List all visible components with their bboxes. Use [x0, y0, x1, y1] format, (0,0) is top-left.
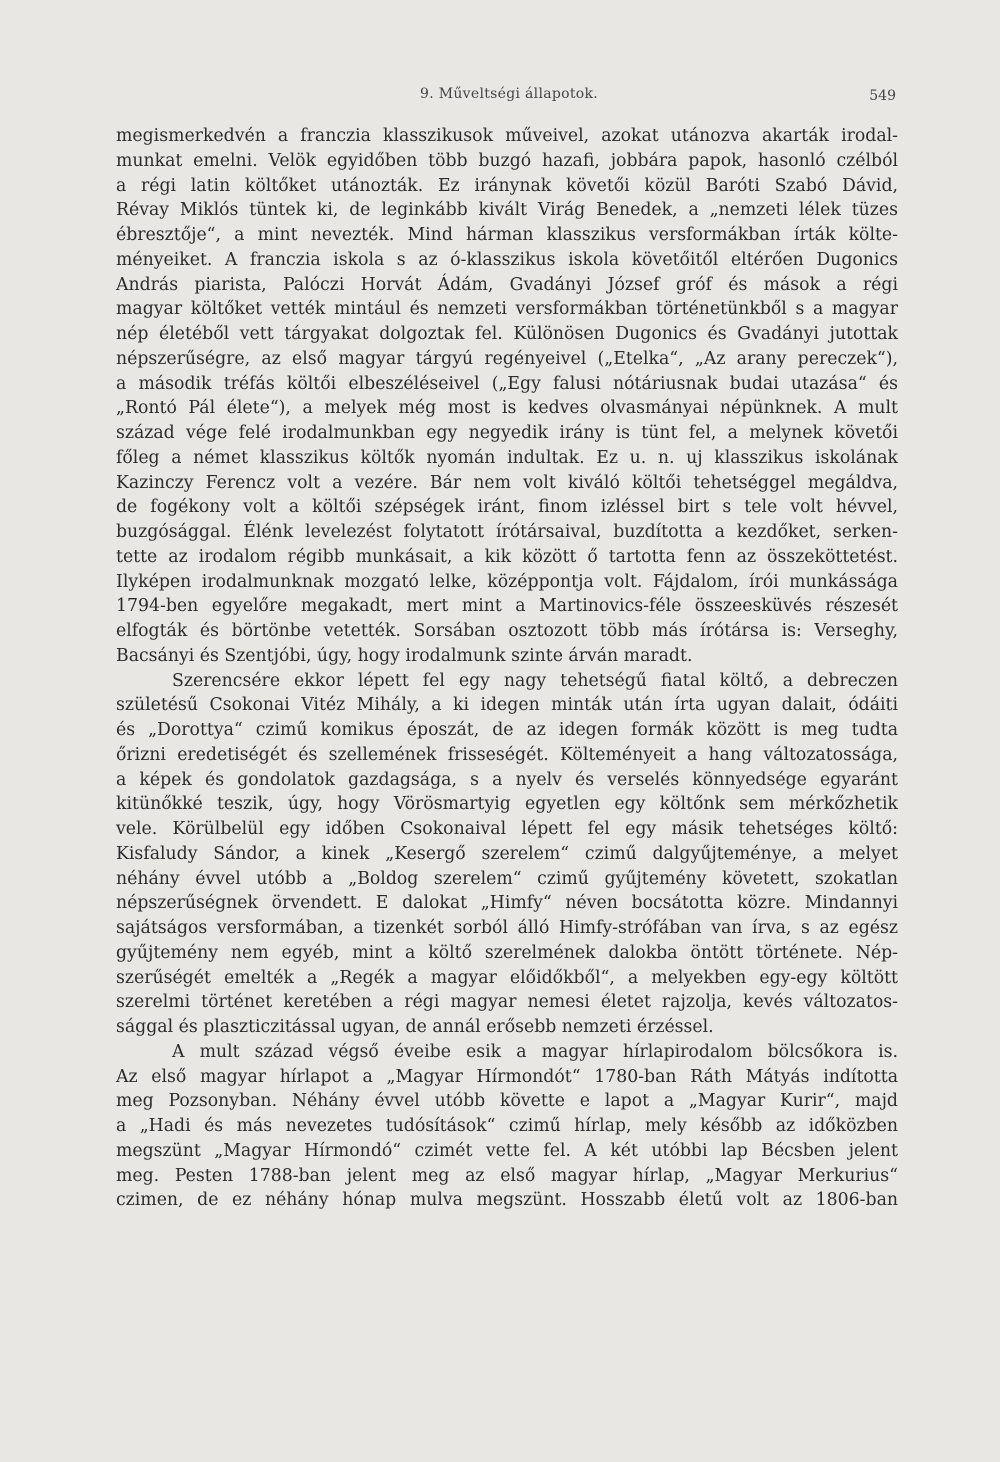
paragraph — [116, 1040, 898, 1213]
paragraph — [116, 124, 898, 669]
text-line: „Rontó Pál élete“), a melyek még most is kedves olvasmányai népünknek. A mult — [116, 398, 898, 419]
text-line: néhány évvel utóbb a „Boldog szerelem“ czimű gyűjtemény követett, szokatlan — [116, 868, 898, 889]
text-line: meg. Pesten 1788-ban jelent meg az első magyar hírlap, „Magyar Merkurius“ — [116, 1165, 898, 1186]
text-line: buzgósággal. Élénk levelezést folytatott írótársaival, buzdította a kezdőket, serken- — [116, 522, 898, 542]
text-line: 1794-ben egyelőre megakadt, mert mint a Martinovics-féle összeesküvés részesét — [116, 596, 898, 617]
text-line: Kisfaludy Sándor, a kinek „Kesergő szerelem“ czimű dalgyűjteménye, a melyet — [116, 843, 898, 864]
running-title: 9. Műveltségi állapotok. — [420, 86, 599, 102]
text-line: nép életéből vett tárgyakat dolgoztak fel. Különösen Dugonics és Gvadányi jutottak — [116, 324, 898, 344]
text-line: Szerencsére ekkor lépett fel egy nagy tehetségű fiatal költő, a debreczen — [172, 670, 898, 691]
text-line: népszerűségre, az első magyar tárgyú regényeivel („Etelka“, „Az arany pereczek“), — [116, 348, 898, 369]
text-line: vele. Körülbelül egy időben Csokonaival lépett fel egy másik tehetséges költő: — [116, 819, 898, 839]
text-line: Bacsányi és Szentjóbi, úgy, hogy irodalmunk szinte árván maradt. — [116, 645, 693, 666]
text-line: megismerkedvén a franczia klasszikusok műveivel, azokat utánozva akarták irodal- — [116, 126, 898, 146]
text-line: kitünőkké teszik, úgy, hogy Vörösmartyig egyetlen egy költőnk sem mérkőzhetik — [116, 794, 898, 815]
text-line: meg Pozsonyban. Néhány évvel utóbb követte e lapot a „Magyar Kurir“, majd — [116, 1091, 898, 1112]
text-line: magyar költőket vették mintául és nemzeti versformákban történetünkből s a magyar — [116, 299, 898, 320]
text-line: a régi latin költőket utánozták. Ez iránynak követői közül Baróti Szabó Dávid, — [116, 175, 898, 196]
text-line: és „Dorottya“ czimű komikus époszát, de az idegen formák között is meg tudta — [116, 720, 898, 740]
text-line: szerelmi történet keretében a régi magyar nemesi életet rajzolja, kevés változatos- — [116, 992, 898, 1013]
text-line: czimen, de ez néhány hónap mulva megszünt. Hosszabb életű volt az 1806-ban — [116, 1190, 898, 1211]
text-line: A mult század végső éveibe esik a magyar hírlapirodalom bölcsőkora is. — [172, 1041, 898, 1062]
text-line: Révay Miklós tüntek ki, de leginkább kivált Virág Benedek, a „nemzeti lélek tüzes — [116, 200, 898, 221]
text-line: tette az irodalom régibb munkásait, a kik között ő tartotta fenn az összeköttetést. — [116, 546, 898, 567]
page-number: 549 — [869, 88, 896, 104]
text-line: megszünt „Magyar Hírmondó“ czimét vette fel. A két utóbbi lap Bécsben jelent — [116, 1140, 898, 1161]
text-line: Az első magyar hírlapot a „Magyar Hírmondót“ 1780-ban Ráth Mátyás indította — [116, 1066, 898, 1087]
body-text — [116, 124, 898, 1213]
page-header — [116, 86, 896, 110]
text-line: András piarista, Palóczi Horvát Ádám, Gvadányi József gróf és mások a régi — [116, 274, 898, 295]
text-line: főleg a német klasszikus költők nyomán indultak. Ez u. n. uj klasszikus iskolának — [116, 447, 898, 468]
text-line: Ilyképen irodalmunknak mozgató lelke, középpontja volt. Fájdalom, írói munkássága — [116, 571, 898, 592]
text-line: népszerűségnek örvendett. E dalokat „Himfy“ néven bocsátotta közre. Mindannyi — [116, 893, 898, 914]
text-line: a második tréfás költői elbeszéléseivel („Egy falusi nótáriusnak budai utazása“ és — [116, 373, 898, 394]
text-line: gyűjtemény nem egyéb, mint a költő szerelmének dalokba öntött története. Nép- — [116, 942, 898, 963]
text-line: születésű Csokonai Vitéz Mihály, a ki idegen minták után írta ugyan dalait, ódáiti — [116, 695, 898, 716]
text-line: sajátságos versformában, a tizenkét sorból álló Himfy-strófában van írva, s az egész — [116, 918, 898, 938]
text-line: sággal és plaszticzitással ugyan, de annál erősebb nemzeti érzéssel. — [116, 1017, 714, 1037]
paragraph — [116, 669, 898, 1040]
text-line: ményeiket. A franczia iskola s az ó-klasszikus iskola követőitől eltérően Dugonics — [116, 249, 898, 270]
text-line: ébresztője“, a mint nevezték. Mind hárman klasszikus versformákban írták költe- — [116, 225, 898, 245]
text-line: munkat emelni. Velök egyidőben több buzgó hazafi, jobbára papok, hasonló czélból — [116, 150, 898, 171]
text-line: a „Hadi és más nevezetes tudósítások“ czimű hírlap, mely később az időközben — [116, 1116, 898, 1136]
text-line: őrizni eredetiségét és szellemének frisseségét. Költeményeit a hang változatossága, — [116, 744, 898, 765]
text-line: de fogékony volt a költői szépségek iránt, finom izléssel birt s tele volt hévvel, — [116, 497, 898, 518]
text-line: szerűségét emelték a „Regék a magyar előidőkből“, a melyekben egy-egy költött — [116, 967, 898, 988]
text-line: Kazinczy Ferencz volt a vezére. Bár nem volt kiváló költői tehetséggel megáldva, — [116, 472, 898, 493]
text-line: a képek és gondolatok gazdagsága, s a nyelv és verselés könnyedsége egyaránt — [116, 769, 898, 790]
text-line: század vége felé irodalmunkban egy negyedik irány is tünt fel, a melynek követői — [116, 423, 898, 443]
text-line: elfogták és börtönbe vetették. Sorsában osztozott több más írótársa is: Verseghy, — [116, 621, 898, 641]
